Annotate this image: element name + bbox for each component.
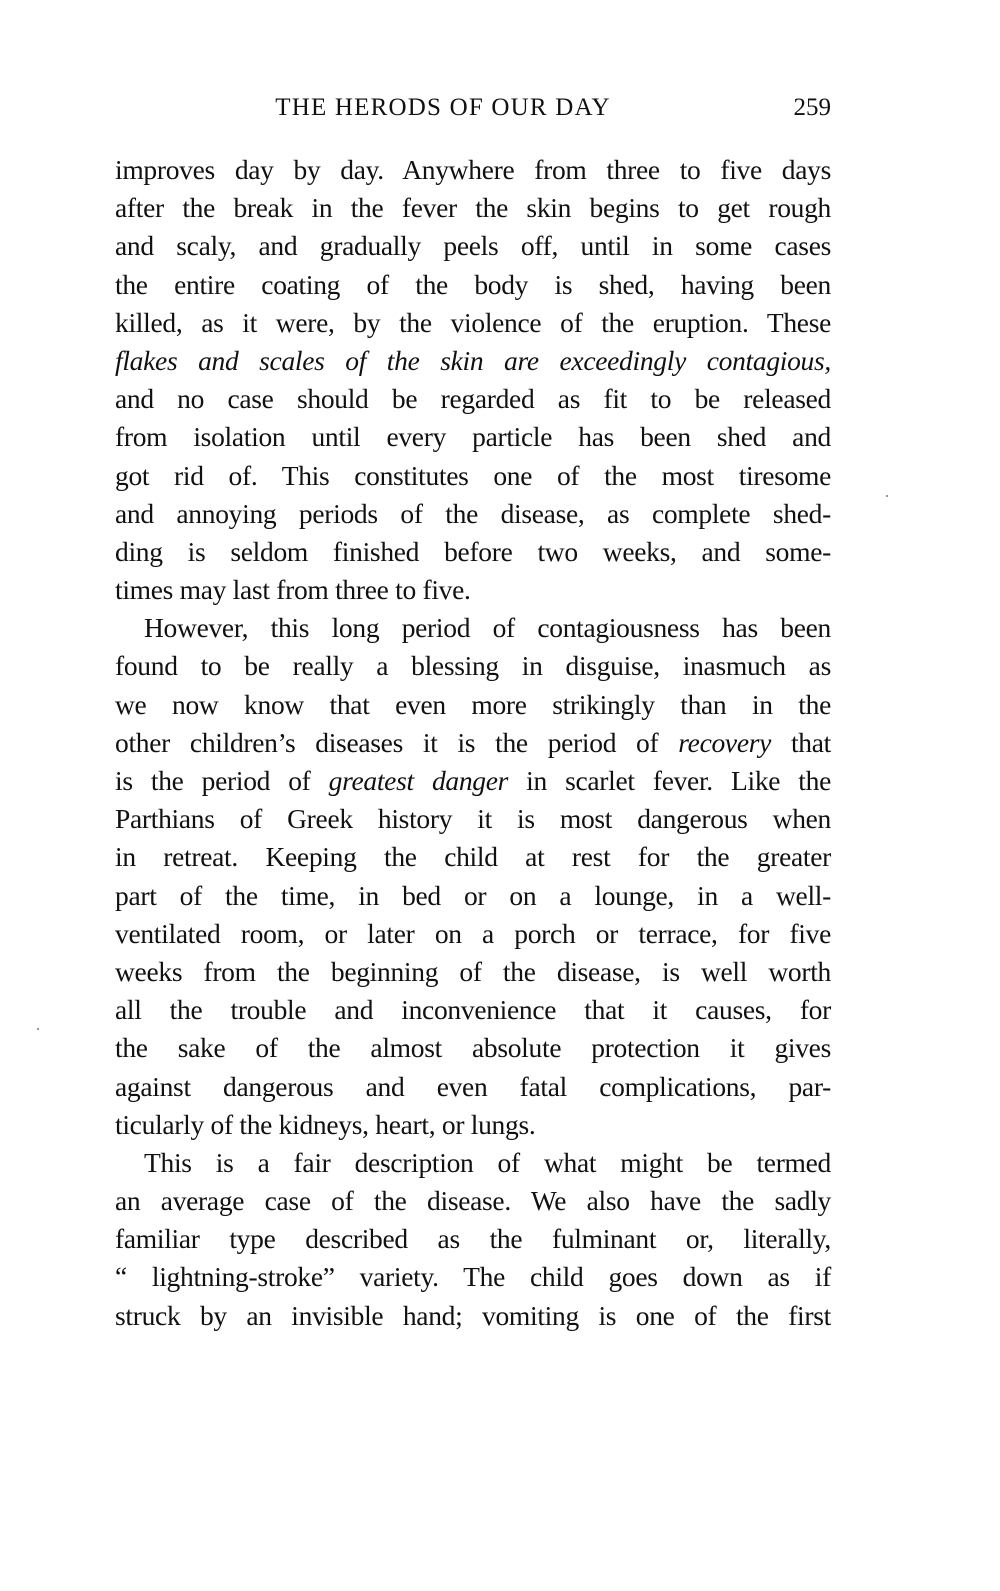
text-line: the entire coating of the body is shed, having been	[115, 268, 831, 300]
text-line: part of the time, in bed or on a lounge, in a well-	[115, 879, 831, 911]
text-line: and annoying periods of the disease, as complete shed-	[115, 497, 831, 529]
text-line: familiar type described as the fulminant or, literally,	[115, 1223, 831, 1255]
text-line: after the break in the fever the skin begins to get rough	[115, 192, 831, 224]
text-line: ding is seldom finished before two weeks, and some-	[115, 535, 831, 567]
running-title: THE HERODS OF OUR DAY	[275, 94, 611, 121]
text-line: struck by an invisible hand; vomiting is one of the first	[115, 1299, 831, 1331]
text-line: all the trouble and inconvenience that it causes, for	[115, 994, 831, 1026]
text-line: killed, as it were, by the violence of the eruption. These	[115, 306, 831, 338]
text-line	[115, 724, 831, 762]
text-segment: is the period of	[115, 765, 329, 796]
running-head	[115, 90, 831, 126]
text-line: from isolation until every particle has been shed and	[115, 421, 831, 453]
scan-speck	[37, 1028, 39, 1030]
paragraph-end-line: times may last from three to five.	[115, 574, 471, 606]
text-line: Parthians of Greek history it is most dangerous when	[115, 803, 831, 835]
paragraph-start-line: However, this long period of contagiousness has been	[144, 612, 831, 644]
page-number: 259	[793, 94, 831, 121]
text-segment: in scarlet fever. Like the	[508, 765, 831, 796]
text-line: ventilated room, or later on a porch or terrace, for five	[115, 917, 831, 949]
text-line: an average case of the disease. We also have the sadly	[115, 1185, 831, 1217]
text-line: got rid of. This constitutes one of the most tiresome	[115, 459, 831, 491]
paragraph-end-line: ticularly of the kidneys, heart, or lungs.	[115, 1108, 536, 1140]
emphasis-greatest-danger: greatest danger	[328, 765, 509, 796]
paragraph-start-line: This is a fair description of what might be termed	[144, 1146, 831, 1178]
text-segment: other children’s diseases it is the period of	[115, 726, 679, 758]
text-line: we now know that even more strikingly than in the	[115, 688, 831, 720]
text-line	[115, 762, 831, 800]
text-line: found to be really a blessing in disguise, inasmuch as	[115, 650, 831, 682]
text-line: and scaly, and gradually peels off, until in some cases	[115, 230, 831, 262]
emphasis-recovery: recovery	[678, 726, 772, 758]
text-line: weeks from the beginning of the disease, is well worth	[115, 955, 831, 987]
text-line: against dangerous and even fatal complications, par-	[115, 1070, 831, 1102]
text-line: in retreat. Keeping the child at rest for the greater	[115, 841, 831, 873]
text-line: “ lightning-stroke” variety. The child goes down as if	[115, 1261, 831, 1293]
text-line: and no case should be regarded as fit to be released	[115, 383, 831, 415]
text-line: the sake of the almost absolute protection it gives	[115, 1032, 831, 1064]
italic-text-line: flakes and scales of the skin are exceedingly contagious,	[115, 344, 831, 376]
scan-speck	[886, 495, 888, 497]
body-text	[115, 151, 831, 1335]
text-segment: that	[771, 726, 831, 758]
text-line: improves day by day. Anywhere from three to five days	[115, 154, 831, 185]
